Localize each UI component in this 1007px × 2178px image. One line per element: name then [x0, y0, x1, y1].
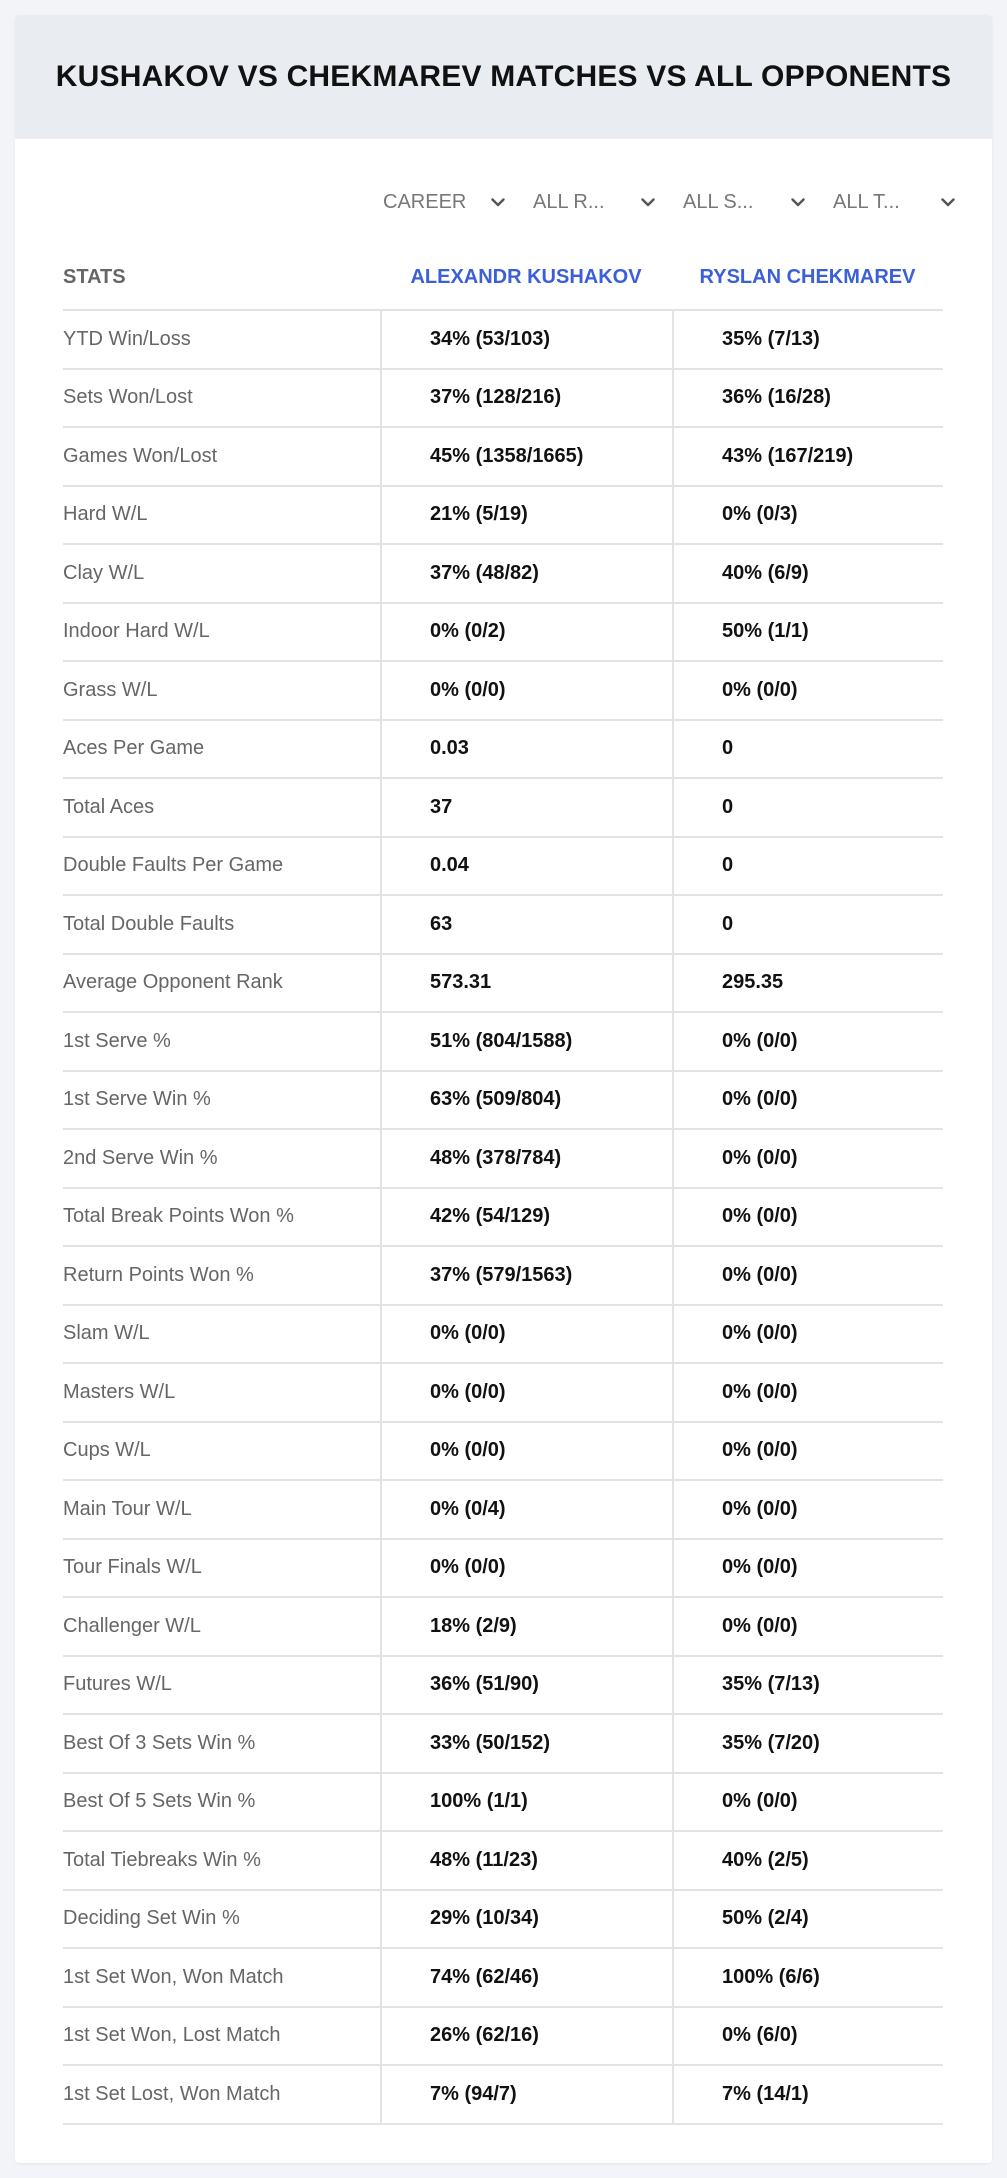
player2-stat-value: 50% (1/1)	[672, 604, 943, 661]
stat-label: Total Aces	[63, 795, 155, 818]
stat-label: Masters W/L	[63, 1380, 176, 1403]
table-row	[63, 370, 943, 429]
stat-label: Games Won/Lost	[63, 444, 218, 467]
table-row	[63, 1247, 943, 1306]
player1-stat-value: 0% (0/0)	[380, 1540, 672, 1597]
stat-label: 1st Set Won, Won Match	[63, 1965, 284, 1988]
filter-period-select[interactable]	[368, 185, 518, 219]
player2-stat-value: 0	[672, 838, 943, 895]
player2-stat-value: 40% (2/5)	[672, 1832, 943, 1889]
player1-stat-value: 63% (509/804)	[380, 1072, 672, 1129]
table-row	[63, 955, 943, 1014]
stat-label: Clay W/L	[63, 561, 145, 584]
table-row	[63, 721, 943, 780]
stat-label: Deciding Set Win %	[63, 1907, 240, 1930]
player1-stat-value: 34% (53/103)	[380, 311, 672, 368]
table-row	[63, 604, 943, 663]
table-row	[63, 896, 943, 955]
player2-stat-value: 0	[672, 779, 943, 836]
table-row	[63, 1715, 943, 1774]
player1-stat-value: 0% (0/0)	[380, 1423, 672, 1480]
table-row	[63, 1657, 943, 1716]
stat-label: Average Opponent Rank	[63, 971, 283, 994]
stat-label: 1st Set Won, Lost Match	[63, 2024, 281, 2047]
stats-column-header: STATS	[63, 265, 126, 288]
player1-stat-value: 0% (0/2)	[380, 604, 672, 661]
player2-stat-value: 0% (0/0)	[672, 1189, 943, 1246]
player2-stat-value: 40% (6/9)	[672, 545, 943, 602]
stat-label: Total Double Faults	[63, 912, 235, 935]
player2-stat-value: 0	[672, 896, 943, 953]
player1-stat-value: 63	[380, 896, 672, 953]
table-row	[63, 838, 943, 897]
stat-label: Indoor Hard W/L	[63, 620, 210, 643]
filter-value: ALL S...	[683, 190, 754, 213]
stat-label: Best Of 5 Sets Win %	[63, 1790, 256, 1813]
stat-label: Best Of 3 Sets Win %	[63, 1731, 256, 1754]
table-row	[63, 1598, 943, 1657]
player1-stat-value: 36% (51/90)	[380, 1657, 672, 1714]
table-row	[63, 1130, 943, 1189]
stat-label: Total Tiebreaks Win %	[63, 1848, 261, 1871]
player2-stat-value: 0	[672, 721, 943, 778]
player2-stat-value: 35% (7/20)	[672, 1715, 943, 1772]
player1-stat-value: 573.31	[380, 955, 672, 1012]
table-row	[63, 428, 943, 487]
table-row	[63, 1189, 943, 1248]
card-header	[15, 15, 992, 139]
player2-stat-value: 43% (167/219)	[672, 428, 943, 485]
stat-label: 1st Set Lost, Won Match	[63, 2082, 281, 2105]
player1-stat-value: 0.03	[380, 721, 672, 778]
table-header-row	[63, 245, 943, 311]
table-row	[63, 1540, 943, 1599]
table-row	[63, 662, 943, 721]
player1-stat-value: 21% (5/19)	[380, 487, 672, 544]
player2-stat-value: 100% (6/6)	[672, 1949, 943, 2006]
player2-stat-value: 0% (0/0)	[672, 1247, 943, 1304]
player1-stat-value: 37% (579/1563)	[380, 1247, 672, 1304]
stat-label: Total Break Points Won %	[63, 1205, 294, 1228]
player1-stat-value: 33% (50/152)	[380, 1715, 672, 1772]
player2-stat-value: 0% (0/0)	[672, 1598, 943, 1655]
player2-stat-value: 0% (0/0)	[672, 1481, 943, 1538]
chevron-down-icon	[940, 194, 956, 210]
stat-label: Grass W/L	[63, 678, 158, 701]
player2-stat-value: 0% (0/0)	[672, 1423, 943, 1480]
stat-label: Sets Won/Lost	[63, 386, 193, 409]
table-row	[63, 2066, 943, 2125]
player1-stat-value: 48% (11/23)	[380, 1832, 672, 1889]
player2-stat-value: 0% (0/0)	[672, 1540, 943, 1597]
filter-value: CAREER	[383, 190, 467, 213]
stat-label: Tour Finals W/L	[63, 1556, 202, 1579]
player2-stat-value: 0% (6/0)	[672, 2008, 943, 2065]
table-row	[63, 1832, 943, 1891]
player2-stat-value: 0% (0/0)	[672, 1072, 943, 1129]
player2-stat-value: 35% (7/13)	[672, 1657, 943, 1714]
player2-stat-value: 35% (7/13)	[672, 311, 943, 368]
stat-label: Hard W/L	[63, 503, 148, 526]
player1-stat-value: 100% (1/1)	[380, 1774, 672, 1831]
table-row	[63, 779, 943, 838]
table-row	[63, 1481, 943, 1540]
table-row	[63, 1891, 943, 1950]
player1-stat-value: 0.04	[380, 838, 672, 895]
player2-stat-value: 0% (0/0)	[672, 1013, 943, 1070]
stat-label: Challenger W/L	[63, 1614, 201, 1637]
table-row	[63, 1072, 943, 1131]
stat-label: Double Faults Per Game	[63, 854, 284, 877]
filter-value: ALL T...	[833, 190, 900, 213]
stat-label: 2nd Serve Win %	[63, 1146, 218, 1169]
table-row	[63, 1306, 943, 1365]
stats-card	[15, 15, 992, 2163]
stat-label: YTD Win/Loss	[63, 327, 191, 350]
player2-stat-value: 0% (0/0)	[672, 1364, 943, 1421]
player2-stat-value: 7% (14/1)	[672, 2066, 943, 2123]
player2-link[interactable]: RYSLAN CHEKMAREV	[699, 265, 916, 288]
player2-stat-value: 0% (0/0)	[672, 1306, 943, 1363]
table-row	[63, 487, 943, 546]
player1-stat-value: 18% (2/9)	[380, 1598, 672, 1655]
stat-label: Return Points Won %	[63, 1263, 254, 1286]
chevron-down-icon	[490, 194, 506, 210]
stat-label: 1st Serve %	[63, 1029, 171, 1052]
player1-stat-value: 26% (62/16)	[380, 2008, 672, 2065]
player2-stat-value: 50% (2/4)	[672, 1891, 943, 1948]
filter-round-select[interactable]	[518, 185, 668, 219]
stat-label: Futures W/L	[63, 1673, 172, 1696]
table-row	[63, 545, 943, 604]
filter-bar	[368, 185, 968, 219]
player1-stat-value: 37% (48/82)	[380, 545, 672, 602]
stat-label: Aces Per Game	[63, 737, 205, 760]
player1-stat-value: 37% (128/216)	[380, 370, 672, 427]
player1-stat-value: 0% (0/0)	[380, 662, 672, 719]
chevron-down-icon	[640, 194, 656, 210]
stat-label: Cups W/L	[63, 1439, 151, 1462]
player2-stat-value: 0% (0/3)	[672, 487, 943, 544]
chevron-down-icon	[790, 194, 806, 210]
player1-stat-value: 0% (0/0)	[380, 1306, 672, 1363]
player1-link[interactable]: ALEXANDR KUSHAKOV	[410, 265, 642, 288]
player2-stat-value: 0% (0/0)	[672, 1774, 943, 1831]
table-row	[63, 2008, 943, 2067]
player1-stat-value: 7% (94/7)	[380, 2066, 672, 2123]
table-row	[63, 1774, 943, 1833]
filter-value: ALL R...	[533, 190, 605, 213]
player1-stat-value: 48% (378/784)	[380, 1130, 672, 1187]
stats-table	[63, 245, 943, 2125]
stat-label: Slam W/L	[63, 1322, 150, 1345]
stat-label: 1st Serve Win %	[63, 1088, 211, 1111]
stat-label: Main Tour W/L	[63, 1497, 192, 1520]
player1-stat-value: 42% (54/129)	[380, 1189, 672, 1246]
player1-stat-value: 45% (1358/1665)	[380, 428, 672, 485]
filter-surface-select[interactable]	[668, 185, 818, 219]
player1-stat-value: 0% (0/4)	[380, 1481, 672, 1538]
player1-stat-value: 74% (62/46)	[380, 1949, 672, 2006]
player2-stat-value: 0% (0/0)	[672, 1130, 943, 1187]
table-row	[63, 311, 943, 370]
player1-stat-value: 0% (0/0)	[380, 1364, 672, 1421]
player1-stat-value: 51% (804/1588)	[380, 1013, 672, 1070]
table-row	[63, 1364, 943, 1423]
table-row	[63, 1423, 943, 1482]
page-title: KUSHAKOV VS CHEKMAREV MATCHES VS ALL OPPONENTS	[55, 60, 952, 93]
player1-stat-value: 37	[380, 779, 672, 836]
player2-stat-value: 0% (0/0)	[672, 662, 943, 719]
table-body	[63, 311, 943, 2125]
player1-stat-value: 29% (10/34)	[380, 1891, 672, 1948]
player2-stat-value: 295.35	[672, 955, 943, 1012]
player2-stat-value: 36% (16/28)	[672, 370, 943, 427]
table-row	[63, 1949, 943, 2008]
filter-tournament-select[interactable]	[818, 185, 968, 219]
table-row	[63, 1013, 943, 1072]
